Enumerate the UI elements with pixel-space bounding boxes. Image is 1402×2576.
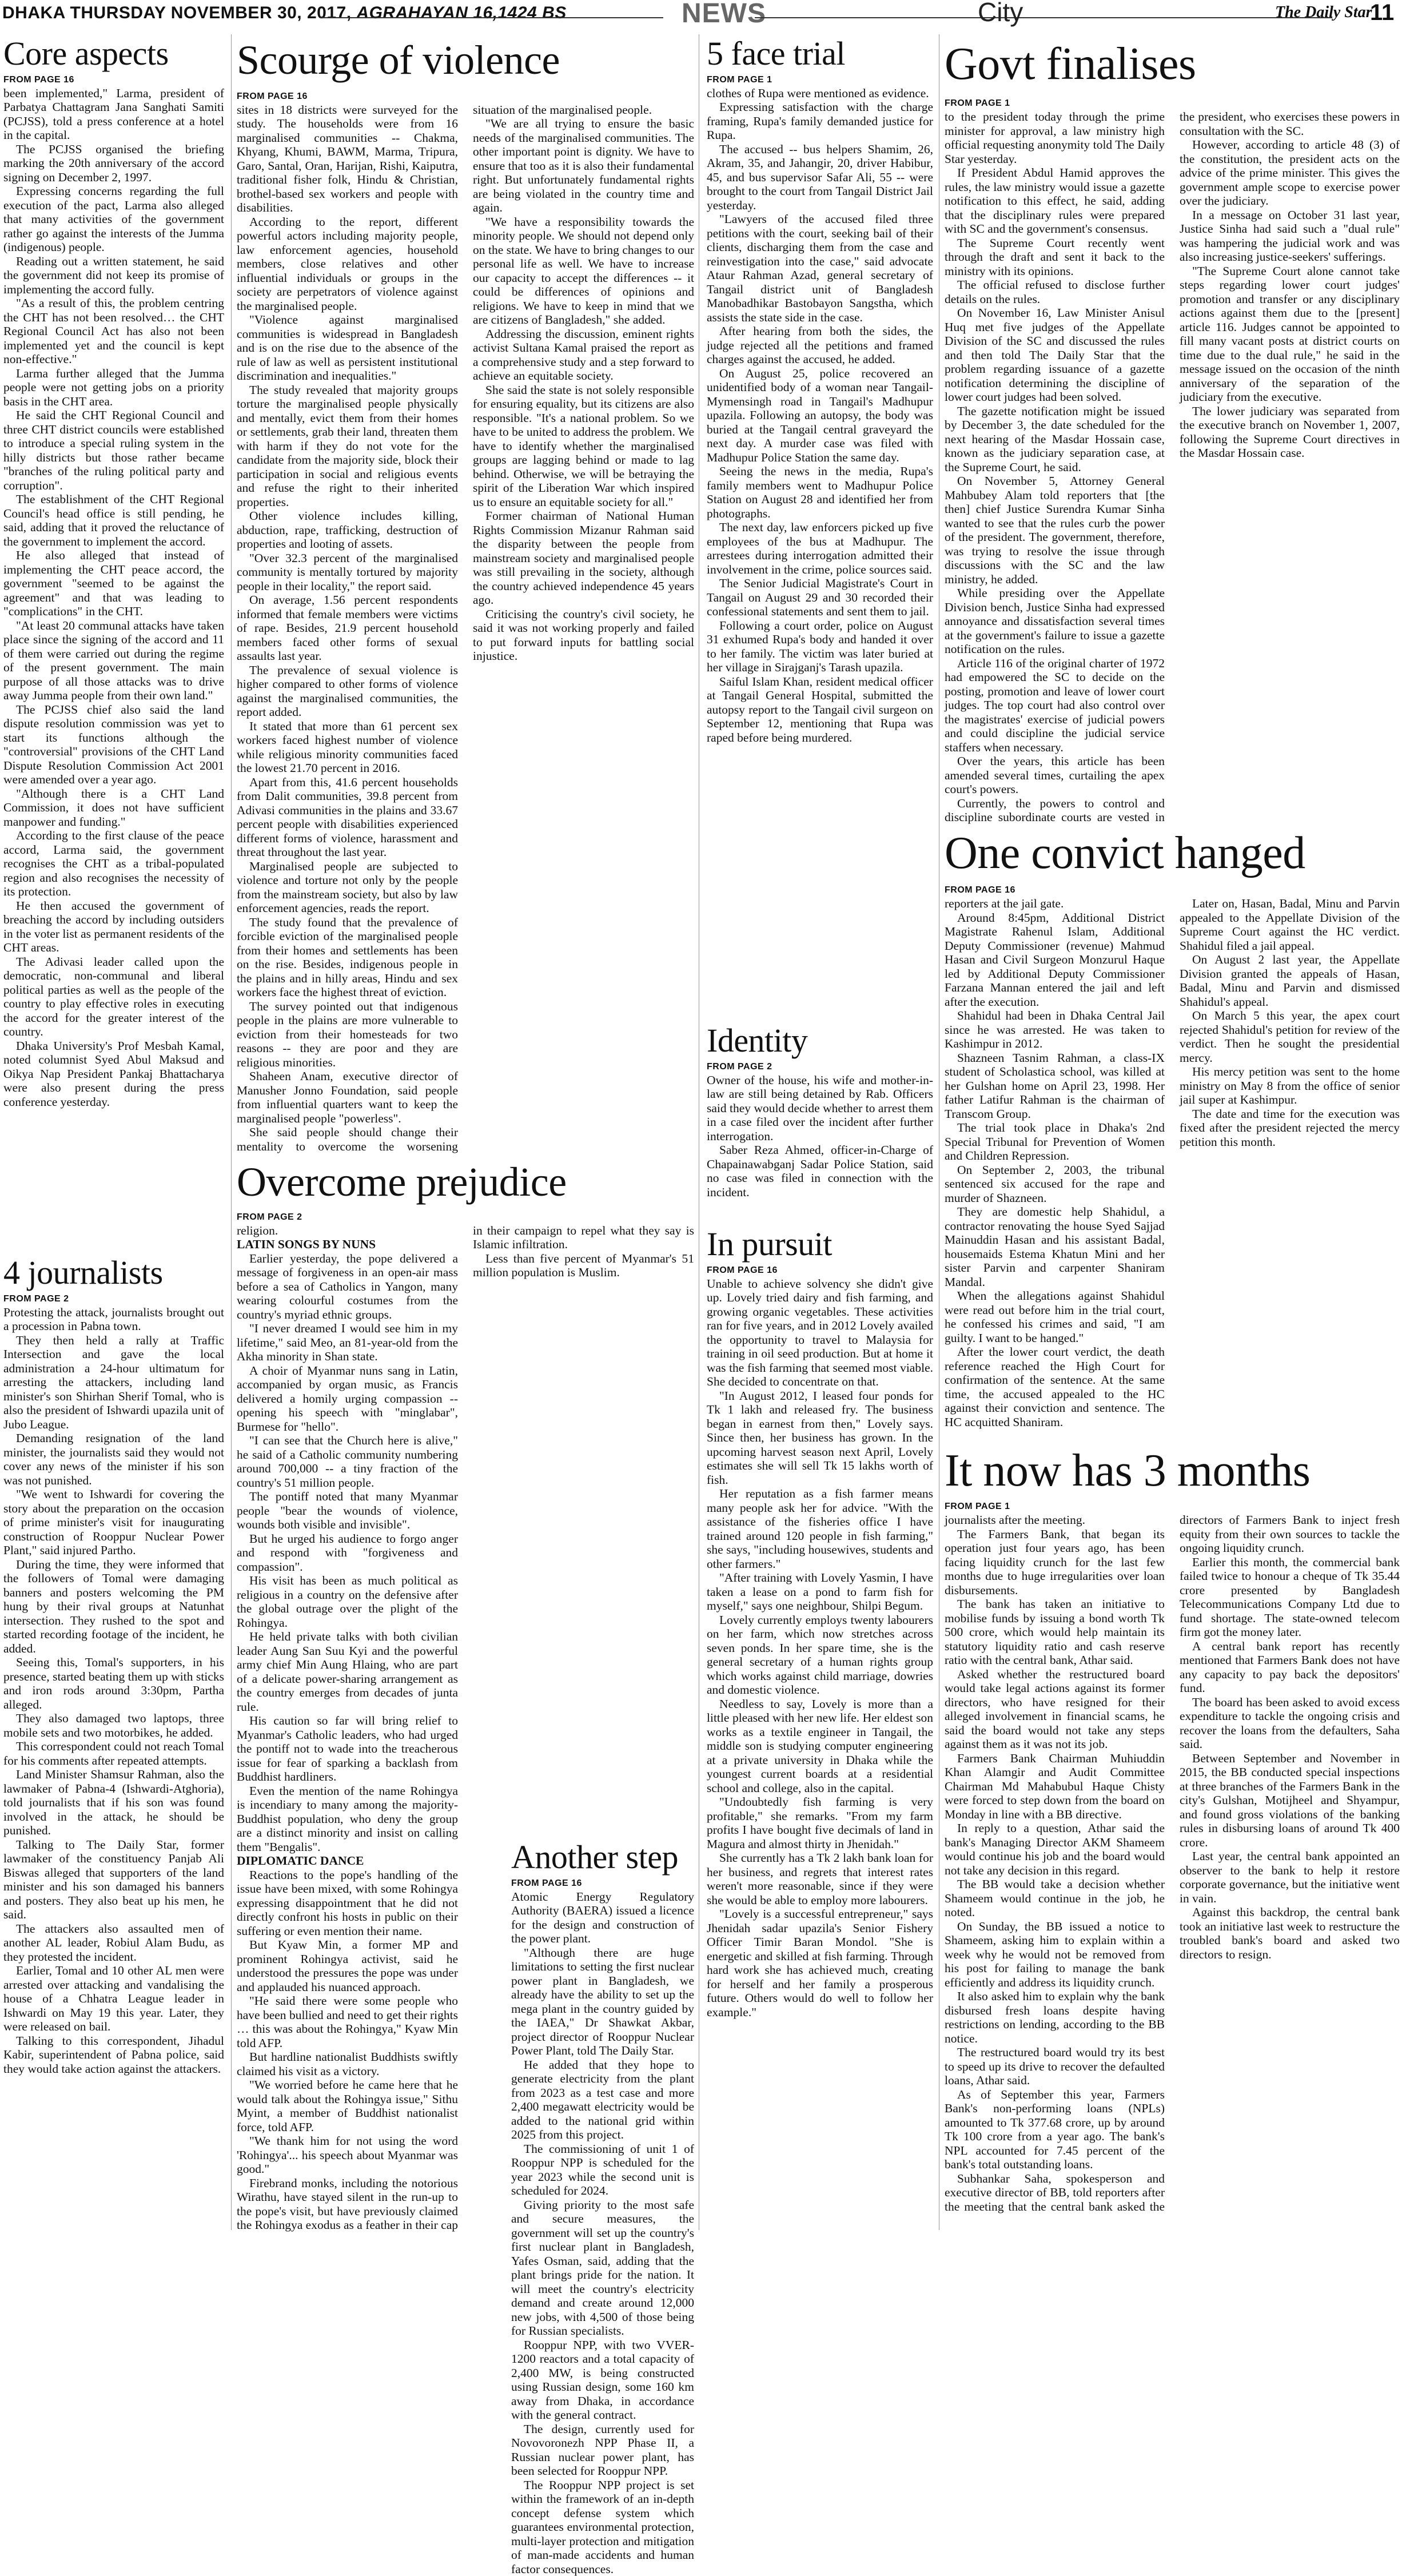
story-paragraph: In a message on October 31 last year, Justice Sinha had said such a "dual rule" was hampering the judicial work and was also increasing justice-seekers' sufferings. [1180,208,1400,264]
story-paragraph: On March 5 this year, the apex court rejected Shahidul's petition for review of the verdict. Then he sought the presidential mercy. [1180,1009,1400,1065]
story-paragraph: "He said there were some people who have been bullied and need to get their rights … this was about the Rohingya," Kyaw Min told AFP. [237,1994,458,2050]
story-paragraph: Rooppur NPP, with two VVER-1200 reactors and a total capacity of 2,400 MW, is being constructed using Russian design, some 160 km away from Dhaka, in accordance with the general contract. [511,2338,694,2422]
page-number: 11 [1370,0,1395,25]
story-paragraph: The next day, law enforcers picked up five employees of the bus at Madhupur. The arrestees during interrogation admitted their involvement in the crime, police sources said. [707,520,933,576]
story-paragraph: Saiful Islam Khan, resident medical officer at Tangail General Hospital, submitted the autopsy report to the Tangail civil surgeon on September 12, mentioning that Rupa was raped before being murdered. [707,674,933,744]
jump-line: FROM PAGE 16 [945,885,1015,895]
headline: Identity [707,1022,808,1059]
dateline-bangla-date: AGRAHAYAN 16,1424 BS [356,3,567,22]
headline: One convict hanged [945,828,1305,878]
story-body [511,1890,694,2576]
story-paragraph: Last year, the central bank appointed an observer to the bank to help it restore corporate governance, but the initiative went in vain. [1180,1849,1400,1905]
story-paragraph: "Over 32.3 percent of the marginalised community is mentally tortured by majority people in their locality," the report said. [237,551,458,593]
dateline-date: DHAKA THURSDAY NOVEMBER 30, 2017, [2,3,352,22]
story-three-months [945,1447,1400,2222]
jump-line: FROM PAGE 2 [237,1212,302,1222]
story-paragraph: The prevalence of sexual violence is higher compared to other forms of violence against the marginalised communities, the report added. [237,663,458,719]
story-paragraph: reporters at the jail gate. [945,897,1064,910]
story-paragraph: The establishment of the CHT Regional Council's head office is still pending, he said, adding that it proved the reluctance of the government to implement the accord. [3,492,224,548]
story-paragraph: The PCJSS organised the briefing marking the 20th anniversary of the accord signing on December 2, 1997. [3,142,224,184]
story-paragraph: The trial took place in Dhaka's 2nd Special Tribunal for Prevention of Women and Children Repression. [945,1121,1165,1162]
story-body [3,1305,224,2076]
story-paragraph: "We thank him for not using the word 'Rohingya'... his speech about Myanmar was good." [237,2134,458,2176]
story-one-convict-hanged [945,829,1400,1434]
dateline [2,3,567,23]
story-paragraph: journalists after the meeting. [945,1513,1085,1527]
story-body [707,1277,933,2020]
story-paragraph: It stated that more than 61 percent sex workers faced highest number of violence while religious minority communities faced the lowest 21.70 percent in 2016. [237,719,458,775]
story-paragraph: "Although there are huge limitations to setting the first nuclear power plant in Bangladesh, we already have the ability to set up the mega plant in the country guided by the IAEA," Dr Shawkat Akbar, project director of Rooppur Nuclear Power Plant, told The Daily Star. [511,1945,694,2058]
story-paragraph: After hearing from both the sides, the judge rejected all the petitions and framed charges against the accused, he added. [707,324,933,367]
story-paragraph: The Adivasi leader called upon the democratic, non-communal and liberal political parties as well as the people of the country to play effective roles in executing the accord for the greater interest of the country. [3,954,224,1039]
story-paragraph: The commissioning of unit 1 of Rooppur NPP is scheduled for the year 2023 while the second unit is scheduled for 2024. [511,2141,694,2198]
story-paragraph: Giving priority to the most safe and secure measures, the government will set up the country's first nuclear plant in Bangladesh, Yafes Osman, said, adding that the plant brings pride for the nation. It will meet the country's electricity demand and create around 12,000 new jobs, with 4,500 of those being for Russian specialists. [511,2197,694,2338]
story-paragraph: to the president today through the prime minister for approval, a law ministry high official requesting anonymity told The Daily Star yesterday. [945,110,1165,166]
story-paragraph: His visit has been as much political as religious in a country on the defensive after the global outrage over the plight of the Rohingya. [237,1574,458,1630]
story-paragraph: Following a court order, police on August 31 exhumed Rupa's body and handed it over to her family. The victim was later buried at her village in Sirajganj's Tarash upazila. [707,618,933,675]
story-paragraph: Shazneen Tasnim Rahman, a class-IX student of Scholastica school, was killed at her Gulshan home on April 23, 1998. Her father Latifur Rahman is the chairman of Transcom Group. [945,1050,1165,1121]
story-paragraph: It also asked him to explain why the bank disbursed fresh loans despite having restrictions on lending, according to the BB notice. [945,1989,1165,2045]
story-paragraph: She said the state is not solely responsible for ensuring equality, but its citizens are also responsible. "It's a national problem. So we have to be united to address the problem. We have to identify whether the marginalised groups are lagging behind or made to lag behind. Otherwise, we will be betraying the spirit of the Liberation War which inspired us to ensure an equitable society for all." [473,383,694,509]
header-rule-left [320,17,663,18]
story-paragraph: Subhankar Saha, spokesperson and executive director of BB, told reporters after the meeting that the central bank asked the directors of Farmers Bank to inject fresh equity from their own sources to tackle the ongoing liquidity crunch. [945,1513,1400,2213]
story-paragraph: The PCJSS chief also said the land dispute resolution commission was yet to start its functions although the "controversial" provisions of the CHT Land Dispute Resolution Commission Act 2001 were amended over a year ago. [3,702,224,787]
story-paragraph: On August 2 last year, the Appellate Division granted the appeals of Hasan, Badal, Minu and Parvin and dismissed Shahidul's appeal. [1180,953,1400,1009]
story-paragraph: "At least 20 communal attacks have taken place since the signing of the accord and 11 of them were carried out during the regime of the present government. The main purpose of all those attacks was to drive away Jumma people from their own land." [3,618,224,703]
story-paragraph: Land Minister Shamsur Rahman, also the lawmaker of Pabna-4 (Ishwardi-Atghoria), told journalists that if his son was found involved in the attack, he should be punished. [3,1767,224,1838]
story-paragraph: On average, 1.56 percent respondents informed that female members were victims of rape. Besides, 21.9 percent household members faced other forms of sexual assaults last year. [237,593,458,663]
story-paragraph: Saber Reza Ahmed, officer-in-Charge of Chapainawabganj Sadar Police Station, said no case was filed in connection with the incident. [707,1143,933,1199]
page-header [0,0,1402,30]
jump-line: FROM PAGE 1 [945,98,1010,108]
story-paragraph: "As a result of this, the problem centring the CHT has not been resolved… the CHT Regional Council Act has also not been implemented yet and the council is kept non-effective." [3,296,224,367]
story-scourge-of-violence [237,39,694,1160]
story-paragraph: The Farmers Bank, that began its operation just four years ago, has been facing liquidity crunch for the last few months due to huge irregularities over loan disbursements. [945,1527,1165,1597]
story-paragraph: A central bank report has recently mentioned that Farmers Bank does not have any capacity to pay back the depositors' fund. [1180,1639,1400,1695]
story-paragraph: Reading out a written statement, he said the government did not keep its promise of implementing the accord fully. [3,254,224,296]
jump-line: FROM PAGE 2 [3,1293,69,1304]
section-name: NEWS [682,0,766,29]
story-five-face-trial [707,37,933,744]
story-paragraph: If President Abdul Hamid approves the rules, the law ministry would issue a gazette notification to this effect, he said, adding that the disciplinary rules were prepared with SC and the government's consensus. [945,166,1165,236]
story-paragraph: But Kyaw Min, a former MP and prominent Rohingya activist, said he understood the pressures the pope was under and applauded his nuanced approach. [237,1938,458,1994]
story-identity [707,1024,933,1199]
story-paragraph: Between September and November in 2015, the BB conducted special inspections at three branches of the Farmers Bank in the city's Gulshan, Motijheel and Shyampur, and found gross violations of the banking rules in disbursing loans of around Tk 400 crore. [1180,1751,1400,1849]
story-paragraph: On November 5, Attorney General Mahbubey Alam told reporters that [the then] chief Justice Surendra Kumar Sinha wanted to see that the rules curb the power of the president. The government, therefore, was trying to resolve the issue through discussions with the SC and the law ministry, he added. [945,474,1165,586]
story-paragraph: "We went to Ishwardi for covering the story about the preparation on the occasion of prime minister's visit for inaugurating construction of Rooppur Nuclear Power Plant," said injured Partho. [3,1487,224,1558]
story-paragraph: The attackers also assaulted men of another AL leader, Robiul Alam Budu, as they protested the incident. [3,1921,224,1964]
headline: Another step [511,1838,678,1876]
story-paragraph: She currently has a Tk 2 lakh bank loan for her business, and regrets that interest rates weren't more reasonable, since if they were she would be able to employ more labourers. [707,1851,933,1907]
story-paragraph: The date and time for the execution was fixed after the president rejected the mercy petition this month. [1180,1106,1400,1149]
story-paragraph: They are domestic help Shahidul, a contractor renovating the house Syed Sajjad Mainuddin Hasan and his assistant Badal, housemaids Estema Khatun Mini and her sister Parvin and carpenter Shaniram Mandal. [945,1205,1165,1289]
story-paragraph: However, according to article 48 (3) of the constitution, the president acts on the advice of the prime minister. This gives the government ample scope to exercise power over the judiciary. [1180,138,1400,208]
story-paragraph: The bank has taken an initiative to mobilise funds by issuing a bond worth Tk 500 crore, which would help maintain its statutory liquidity ratio and cash reserve ratio with the central bank, Athar said. [945,1597,1165,1667]
jump-line: FROM PAGE 16 [707,1265,778,1275]
story-paragraph: Asked whether the restructured board would take legal actions against its former directors, who have resigned for their alleged involvement in financial scams, he said the board would not take any steps against them as it was not its job. [945,1667,1165,1751]
story-paragraph: The accused -- bus helpers Shamim, 26, Akram, 35, and Jahangir, 20, driver Habibur, 45, and bus supervisor Safar Ali, 55 -- were brought to the court from Tangail District Jail yesterday. [707,142,933,212]
story-paragraph: As of September this year, Farmers Bank's non-performing loans (NPLs) amounted to Tk 377.68 crore, up by around Tk 100 crore from a year ago. The bank's NPL accounted for 7.45 percent of the bank's total outstanding loans. [945,2087,1165,2171]
story-paragraph: Talking to this correspondent, Jihadul Kabir, superintendent of Pabna police, said they would take action against the attackers. [3,2033,224,2076]
story-paragraph: "We are all trying to ensure the basic needs of the marginalised communities. The other important point is dignity. We have to ensure that too as it is also their fundamental right. But unfortunately fundamental rights are being violated in the country time and again. [473,117,694,215]
story-paragraph: The restructured board would try its best to speed up its drive to recover the defaulted loans, Athar said. [945,2045,1165,2087]
story-paragraph: Article 116 of the original charter of 1972 had empowered the SC to decide on the posting, promotion and leave of lower court judges. The top court had also control over the magistrates' exercise of judicial powers and could discipline the judicial service staffers when necessary. [945,656,1165,754]
story-paragraph: Earlier yesterday, the pope delivered a message of forgiveness in an open-air mass before a sea of Catholics in Yangon, many wearing colourful costumes from the country's myriad ethnic groups. [237,1251,458,1321]
story-paragraph: In reply to a question, Athar said the bank's Managing Director AKM Shameem would continue his job and the board would not take any decision in this regard. [945,1821,1165,1877]
story-paragraph: Owner of the house, his wife and mother-in-law are still being detained by Rab. Officers said they would decide whether to arrest them in a case filed over the incident after further interrogation. [707,1073,933,1143]
story-paragraph: But hardline nationalist Buddhists swiftly claimed his visit as a victory. [237,2050,458,2078]
story-paragraph: Larma further alleged that the Jumma people were not getting jobs on a priority basis in the CHT area. [3,366,224,408]
story-paragraph: The study found that the prevalence of forcible eviction of the marginalised people from their homes and settlements has been on the rise. Besides, indigenous people in the plains and in hilly areas, Hindu and sex workers face the highest threat of eviction. [237,915,458,1000]
story-paragraph: The design, currently used for Novovoronezh NPP Phase II, a Russian nuclear power plant, has been selected for Rooppur NPP. [511,2422,694,2478]
story-paragraph: sites in 18 districts were surveyed for the study. The households were from 16 marginalised communities -- Chakma, Khyang, Khumi, BAWM, Marma, Tripura, Garo, Santal, Oran, Harijan, Rishi, Kaiputra, traditional fisher folk, Hindu & Christian, brothel-based sex workers and people with disabilities. [237,102,458,215]
story-paragraph: The official refused to disclose further details on the rules. [945,278,1165,306]
story-body [945,110,1400,836]
story-paragraph: After the lower court verdict, the death reference reached the High Court for confirmation of the sentence. At the same time, the accused appealed to the HC against their conviction and sentence. The HC acquitted Shaniram. [945,1345,1165,1429]
story-core-aspects [3,37,224,1109]
story-paragraph: "After training with Lovely Yasmin, I have taken a lease on a pond to farm fish for myself," says one neighbour, Shilpi Begum. [707,1571,933,1613]
story-paragraph: The board has been asked to avoid excess expenditure to tackle the ongoing crisis and recover the loans from the defaulters, Saha said. [1180,1695,1400,1751]
story-paragraph: "We have a responsibility towards the minority people. We should not depend only on the state. We have to bring changes to our personal life as well. We have to increase our capacity to accept the differences -- it could be differences of opinions and religions. We have to keep in mind that we are citizens of Bangladesh," she added. [473,214,694,327]
story-four-journalists [3,1256,224,2076]
story-paragraph: She said people should change their mentality to overcome the worsening situation of the marginalised people. [237,102,652,1153]
story-paragraph: Marginalised people are subjected to violence and torture not only by the people from the mainstream society, but also by law enforcement agencies, reads the report. [237,859,458,915]
story-paragraph: Seeing the news in the media, Rupa's family members went to Madhupur Police Station on August 28 and identified her from photographs. [707,464,933,520]
story-paragraph: The BB would take a decision whether Shameem would continue in the job, he noted. [945,1877,1165,1919]
headline: In pursuit [707,1225,832,1263]
story-paragraph: On November 16, Law Minister Anisul Huq met five judges of the Appellate Division of the SC and discussed the rules and then told The Daily Star that the problem regarding issuance of a gazette notification determining the discipline of lower court judges had been solved. [945,306,1165,404]
story-govt-finalises [945,40,1400,836]
story-paragraph: "The Supreme Court alone cannot take steps regarding lower court judges' promotion and transfer or any disciplinary actions against them due to the [present] article 116. Judges cannot be appointed to fill many vacant posts at district courts on time due to the dual rule," he said in the message issued on the occasion of the ninth anniversary of the separation of the judiciary from the executive. [1180,264,1400,404]
headline: Scourge of violence [237,37,560,83]
story-paragraph: Her reputation as a fish farmer means many people ask her for advice. "With the assistance of the fisheries office I have trained around 120 people in fish farming," she says, "including housewives, students and other farmers." [707,1487,933,1571]
story-paragraph: The Supreme Court recently went through the draft and sent it back to the ministry with its opinions. [945,236,1165,278]
story-another-step [511,1840,694,2576]
story-paragraph: Protesting the attack, journalists brought out a procession in Pabna town. [3,1305,224,1333]
story-paragraph: Needless to say, Lovely is more than a little pleased with her new life. Her eldest son works as a textile engineer in Tangail, the middle son is studying computer engineering at a private university in Dhaka while the youngest current boards at a residential school and college, also in the capital. [707,1697,933,1795]
story-paragraph: Apart from this, 41.6 percent households from Dalit communities, 39.8 percent from Adivasi communities in the plains and 33.67 percent people with disabilities experienced different forms of violence, harassment and threat throughout the last year. [237,775,458,859]
story-paragraph: "Lawyers of the accused filed three petitions with the court, seeking bail of their clients, discharging them from the case and reinvestigation into the case," said advocate Ataur Rahman Azad, general secretary of Tangail district unit of Bangladesh Manobadhikar Bastobayon Sangstha, which assists the state side in the case. [707,212,933,324]
header-rule-right [755,17,1332,18]
story-paragraph: His mercy petition was sent to the home ministry on May 8 from the office of senior jail super at Kashimpur. [1180,1065,1400,1106]
story-paragraph: Currently, the powers to control and discipline subordinate courts are vested in the president, who exercises these powers in consultation with the SC. [945,110,1400,824]
story-paragraph: Earlier this month, the commercial bank failed twice to honour a cheque of Tk 35.44 crore presented by Bangladesh Telecommunications Company Ltd due to fund shortage. The state-owned telecom firm got the money later. [1180,1555,1400,1639]
story-paragraph: Atomic Energy Regulatory Authority (BAERA) issued a licence for the design and construction of the power plant. [511,1889,694,1946]
story-paragraph: Talking to The Daily Star, former lawmaker of the constituency Panjab Ali Biswas alleged that supporters of the land minister and his son damaged his banners and posters. They also beat up his men, he said. [3,1837,224,1922]
story-paragraph: Addressing the discussion, eminent rights activist Sultana Kamal praised the report as a comprehensive study and a step forward to achieve an equitable society. [473,327,694,383]
story-paragraph: On Sunday, the BB issued a notice to Shameem, asking him to explain within a week why he would not be removed from his post for failing to manage the bank efficiently and address its liquidity crunch. [945,1919,1165,1989]
story-paragraph: Against this backdrop, the central bank took an initiative last week to restructure the troubled bank's board and asked two directors to resign. [1180,1905,1400,1961]
headline: It now has 3 months [945,1446,1311,1496]
story-body [237,103,694,1160]
headline: Core aspects [3,35,169,72]
jump-line: FROM PAGE 1 [945,1502,1010,1511]
story-paragraph: Over the years, this article has been amended several times, curtailing the apex court's powers. [945,754,1165,796]
story-paragraph: "I never dreamed I would see him in my lifetime," said Meo, an 81-year-old from the Akha minority in Shan state. [237,1321,458,1364]
story-paragraph: Seeing this, Tomal's supporters, in his presence, started beating them up with sticks and iron rods around 3:30pm, Partha alleged. [3,1655,224,1711]
story-paragraph: Shahidul had been in Dhaka Central Jail since he was arrested. He was taken to Kashimpur in 2012. [945,1009,1165,1050]
story-paragraph: Even the mention of the name Rohingya is incendiary to many among the majority-Buddhist population, who deny the group are a distinct minority and insist on calling them "Bengalis". [237,1783,458,1854]
story-paragraph: "Undoubtedly fish farming is very profitable," she remarks. "From my farm profits I have bought five decimals of land in Magura and almost thirty in Jhenidah." [707,1795,933,1851]
story-paragraph: The study revealed that majority groups torture the marginalised people physically and mentally, evict them from their homes or settlements, grab their land, threaten them with harm if they do not vote for the candidate from the majority side, block their participation in social and religious events and refuse the right to their inherited properties. [237,383,458,509]
story-paragraph: Other violence includes killing, abduction, rape, trafficking, destruction of properties and looting of assets. [237,509,458,551]
column-rule [231,34,232,2230]
headline: Govt finalises [945,39,1196,89]
story-paragraph: He then accused the government of breaching the accord by including outsiders in the voter list as permanent residents of the CHT areas. [3,898,224,955]
story-paragraph: When the allegations against Shahidul were read out before him in the trial court, he confessed his crimes and said, "I am guilty. I want to be hanged." [945,1289,1165,1345]
story-paragraph: Shaheen Anam, executive director of Manusher Jonno Foundation, said people from influential quarters want to keep the marginalised people "powerless". [237,1069,458,1125]
story-paragraph: They also damaged two laptops, three mobile sets and two motorbikes, he added. [3,1711,224,1739]
paper-name: The Daily Star [1275,3,1372,21]
story-paragraph: According to the first clause of the peace accord, Larma said, the government recognises the CHT as a tribal-populated region and also recognises the necessity of its protection. [3,829,224,899]
story-body [945,897,1400,1434]
jump-line: FROM PAGE 16 [511,1878,582,1888]
story-paragraph: But he urged his audience to forgo anger and respond with "forgiveness and compassion". [237,1531,458,1574]
story-paragraph: Expressing concerns regarding the full execution of the pact, Larma also alleged that many activities of the government rather go against the interests of the Jumma (indigenous) people. [3,184,224,254]
story-paragraph: While presiding over the Appellate Division bench, Justice Sinha had expressed annoyance and dissatisfaction several times at the government's failure to issue a gazette notification on the rules. [945,586,1165,656]
headline: 4 journalists [3,1254,163,1291]
story-body [707,1073,933,1200]
story-paragraph: "Violence against marginalised communities is widespread in Bangladesh and is on the rise due to the absence of the rule of law as well as persistent institutional discrimination and inequalities." [237,313,458,383]
story-paragraph: "In August 2012, I leased four ponds for Tk 1 lakh and released fry. The business began in earnest from then," Lovely says. Since then, her business has grown. In the upcoming harvest season next April, Lovely estimates she will sell Tk 15 lakhs worth of fish. [707,1388,933,1487]
story-paragraph: On September 2, 2003, the tribunal sentenced six accused for the rape and murder of Shazneen. [945,1162,1165,1205]
story-paragraph: Earlier, Tomal and 10 other AL men were arrested over attacking and vandalising the house of a Chhatra League leader in Ishwardi on May 19 this year. Later, they were released on bail. [3,1964,224,2034]
story-paragraph: Lovely currently employs twenty labourers on her farm, which now stretches across seven ponds. In her spare time, she is the general secretary of a human rights group which works against child marriage, dowries and domestic violence. [707,1613,933,1697]
story-paragraph: On August 25, police recovered an unidentified body of a woman near Tangail-Mymensingh road in Tangail's Madhupur upazila. Following an autopsy, the body was buried at the Tangail central graveyard the next day. A murder case was filed with Madhupur Police Station the same day. [707,366,933,464]
story-paragraph: clothes of Rupa were mentioned as evidence. [707,86,929,100]
story-in-pursuit [707,1227,933,2019]
story-paragraph: He also alleged that instead of implementing the CHT peace accord, the government "seemed to be against the agreement" and that was leading to "complications" in the CHT. [3,548,224,619]
story-body [945,1513,1400,2222]
jump-line: FROM PAGE 1 [707,74,772,85]
story-paragraph: "Lovely is a successful entrepreneur," says Jhenidah sadar upazila's Senior Fishery Officer Timir Baran Mondol. "She is energetic and skilled at fish farming. Through hard work she has achieved much, creating for herself and her family a prosperous future. Others would do well to follow her example." [707,1907,933,2019]
story-paragraph: A choir of Myanmar nuns sang in Latin, accompanied by organ music, as Francis delivered a homily urging compassion -- opening his speech with "minglabar", Burmese for "hello". [237,1363,458,1434]
story-paragraph: Later on, Hasan, Badal, Minu and Parvin appealed to the Appellate Division of the Supreme Court against the HC verdict. Shahidul filed a jail appeal. [1180,897,1400,953]
story-paragraph: been implemented," Larma, president of Parbatya Chattagram Jana Sanghati Samiti (PCJSS), told a press conference at a hotel in the capital. [3,86,224,142]
story-paragraph: The survey pointed out that indigenous people in the plains are more vulnerable to eviction from their homesteads for two reasons -- they are poor and they are religious minorities. [237,999,458,1069]
story-paragraph: He said the CHT Regional Council and three CHT district councils were established to introduce a special ruling system in the hilly districts but those rather became "branches of the ruling political party and corruption". [3,408,224,492]
story-paragraph: Around 8:45pm, Additional District Magistrate Rahenul Islam, Additional Deputy Commissioner (revenue) Mahmud Hasan and Civil Surgeon Monzurul Haque led by Additional Deputy Commissioner Farzana Mannan entered the jail and left after the execution. [945,910,1165,1009]
story-paragraph: They then held a rally at Traffic Intersection and gave the local administration a 24-hour ultimatum for arresting the attackers, including land minister's son Shirhan Sherif Tomal, who is also the president of Ishwardi upazila unit of Jubo League. [3,1333,224,1431]
headline: 5 face trial [707,35,845,72]
story-paragraph: Reactions to the pope's handling of the issue have been mixed, with some Rohingya expressing disappointment that he did not directly confront his hosts in public on their suffering or even mention their name. [237,1868,458,1938]
story-body [3,86,224,1109]
story-paragraph: According to the report, different powerful actors including majority people, law enforcement agencies, household members, close relatives and other influential individuals or groups in the society are perpetrators of violence against the marginalised people. [237,214,458,313]
story-paragraph: The Rooppur NPP project is set within the framework of an in-depth concept defense system which guarantees environmental protection, multi-layer protection and mitigation of man-made accidents and human factor consequences. [511,2478,694,2576]
jump-line: FROM PAGE 2 [707,1061,772,1072]
story-paragraph: Firebrand monks, including the notorious Wirathu, have stayed silent in the run-up to the pope's visit, but have previously claimed the Rohingya exodus as a feather in their cap in their campaign to repel what they say is Islamic infiltration. [237,1223,694,2232]
story-paragraph: Dhaka University's Prof Mesbah Kamal, noted columnist Syed Abul Maksud and Oikya Nap President Pankaj Bhattacharya were also present during the press conference yesterday. [3,1038,224,1109]
story-paragraph: The lower judiciary was separated from the executive branch on November 1, 2007, following the Supreme Court directives in the Masdar Hossain case. [1180,404,1400,460]
story-paragraph: DIPLOMATIC DANCE [237,1854,364,1868]
story-paragraph: The gazette notification might be issued by December 3, the date scheduled for the next hearing of the Masdar Hossain case, known as the judiciary separation case, at the Supreme Court, he said. [945,404,1165,474]
story-paragraph: religion. [237,1223,278,1237]
jump-line: FROM PAGE 16 [237,91,308,101]
story-paragraph: Farmers Bank Chairman Muhiuddin Khan Alamgir and Audit Committee Chairman Md Mahabubul Haque Chisty were forced to step down from the board on Monday in line with a BB directive. [945,1751,1165,1821]
headline: Overcome prejudice [237,1159,567,1205]
story-paragraph: His caution so far will bring relief to Myanmar's Catholic leaders, who had urged the pontiff not to wade into the treacherous issue for fear of sparking a backlash from Buddhist hardliners. [237,1714,458,1784]
story-paragraph: Less than five percent of Myanmar's 51 million population is Muslim. [473,1251,694,1280]
jump-line: FROM PAGE 16 [3,74,74,85]
story-paragraph: The pontiff noted that many Myanmar people "bear the wounds of violence, wounds both visible and invisible". [237,1490,458,1532]
story-paragraph: LATIN SONGS BY NUNS [237,1237,376,1252]
story-paragraph: Criticising the country's civil society, he said it was not working properly and failed to put forward inputs for battling social injustice. [473,607,694,663]
story-paragraph: Former chairman of National Human Rights Commission Mizanur Rahman said the disparity between the people from mainstream society and marginalised people was still prevailing in the society, although the country achieved independence 45 years ago. [473,509,694,607]
story-paragraph: "I can see that the Church here is alive," he said of a Catholic community numbering around 700,000 -- a tiny fraction of the country's 51 million people. [237,1434,458,1490]
story-paragraph: "We worried before he came here that he would talk about the Rohingya issue," Sithu Myint, a member of Buddhist nationalist force, told AFP. [237,2078,458,2134]
story-paragraph: "Although there is a CHT Land Commission, it does not have sufficient manpower and funding." [3,786,224,829]
story-paragraph: This correspondent could not reach Tomal for his comments after repeated attempts. [3,1739,224,1767]
story-paragraph: During the time, they were informed that the followers of Tomal were damaging banners and posters welcoming the PM hung by their rival groups at Natunhat intersection. They rushed to the spot and started recording footage of the incident, he added. [3,1557,224,1655]
story-paragraph: Demanding resignation of the land minister, the journalists said they would not cover any news of the minister if his son was not punished. [3,1431,224,1487]
story-paragraph: Unable to achieve solvency she didn't give up. Lovely tried dairy and fish farming, and growing organic vegetables. These activities ran for five years, and in 2012 Lovely availed the opportunity to travel to Malaysia for training in oil seed production. But at home it was the fish farming that seemed most viable. She decided to concentrate on that. [707,1276,933,1389]
story-paragraph: He held private talks with both civilian leader Aung San Suu Kyi and the powerful army chief Min Aung Hlaing, who are part of a delicate power-sharing arrangement as the country emerges from decades of junta rule. [237,1630,458,1714]
story-paragraph: He added that they hope to generate electricity from the plant from 2023 as a test case and more 2,400 megawatt electricity would be added to the national grid within 2025 from this project. [511,2057,694,2142]
story-body [707,86,933,745]
story-paragraph: The Senior Judicial Magistrate's Court in Tangail on August 29 and 30 recorded their confessional statements and sent them to jail. [707,576,933,619]
section-city: City [978,0,1023,27]
story-paragraph: Expressing satisfaction with the charge framing, Rupa's family demanded justice for Rupa. [707,100,933,142]
